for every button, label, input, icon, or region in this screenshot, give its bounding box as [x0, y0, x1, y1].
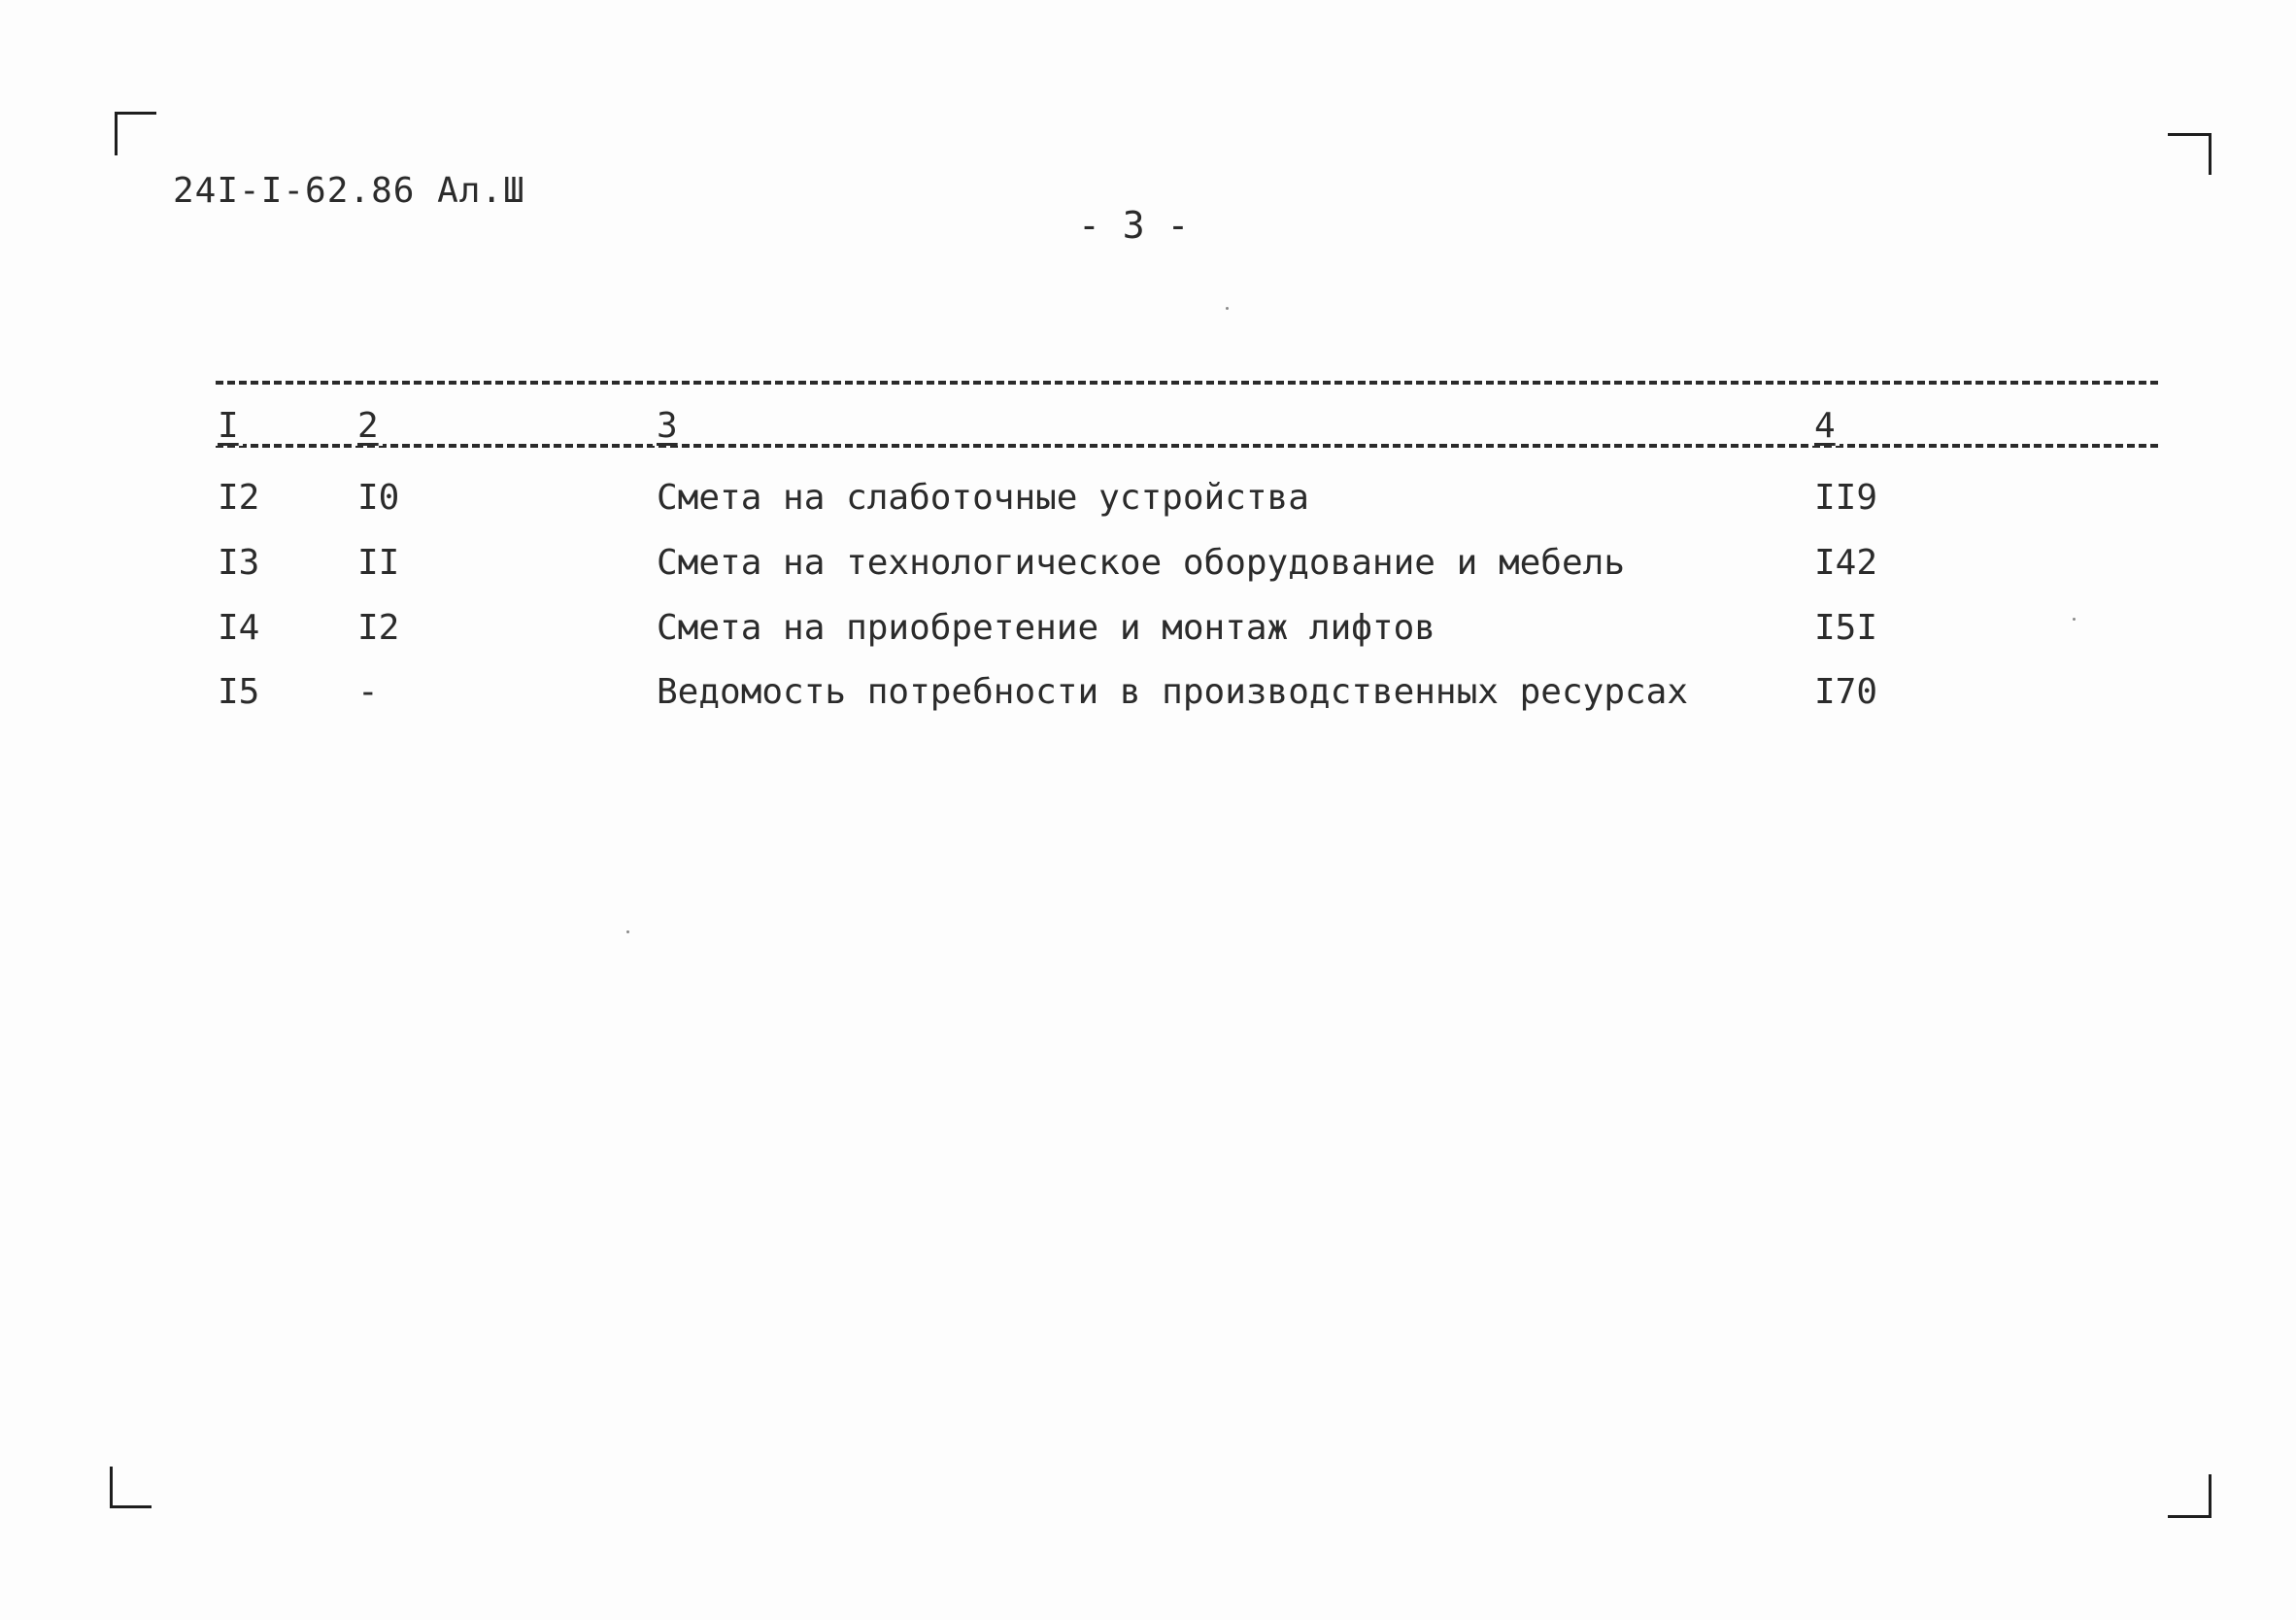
corner-mark-top-left [115, 112, 156, 155]
column-header-2: 2 [354, 406, 383, 446]
document-code: 24I-I-62.86 Ал.Ш [173, 171, 525, 211]
page-ref: I5I [1814, 608, 1878, 648]
table-header-rule [216, 444, 2158, 448]
estimate-number: II [357, 543, 400, 583]
table-row [0, 478, 2296, 536]
corner-mark-top-right [2168, 133, 2212, 175]
row-number: I3 [218, 543, 260, 583]
document-title: Смета на слаботочные устройства [657, 478, 1309, 518]
page-ref: I70 [1814, 672, 1878, 712]
corner-mark-bottom-right [2168, 1474, 2212, 1518]
scan-speck [2073, 618, 2076, 621]
document-title: Смета на технологическое оборудование и мебель [657, 543, 1625, 583]
page-ref: I42 [1814, 543, 1878, 583]
estimate-number: I2 [357, 608, 400, 648]
column-header-1: I [214, 406, 243, 446]
document-title: Ведомость потребности в производственных ресурсах [657, 672, 1689, 712]
row-number: I5 [218, 672, 260, 712]
estimate-number: - [357, 672, 379, 712]
table-row [0, 608, 2296, 666]
scan-speck [1226, 307, 1229, 310]
document-title: Смета на приобретение и монтаж лифтов [657, 608, 1435, 648]
column-header-3: 3 [653, 406, 682, 446]
page-number: - 3 - [1078, 204, 1190, 247]
row-number: I4 [218, 608, 260, 648]
estimate-number: I0 [357, 478, 400, 518]
page-ref: II9 [1814, 478, 1878, 518]
row-number: I2 [218, 478, 260, 518]
corner-mark-bottom-left [110, 1467, 152, 1508]
table-row [0, 543, 2296, 601]
column-header-4: 4 [1810, 406, 1840, 446]
table-top-rule [216, 381, 2158, 385]
table-row [0, 672, 2296, 730]
scan-speck [626, 930, 629, 933]
